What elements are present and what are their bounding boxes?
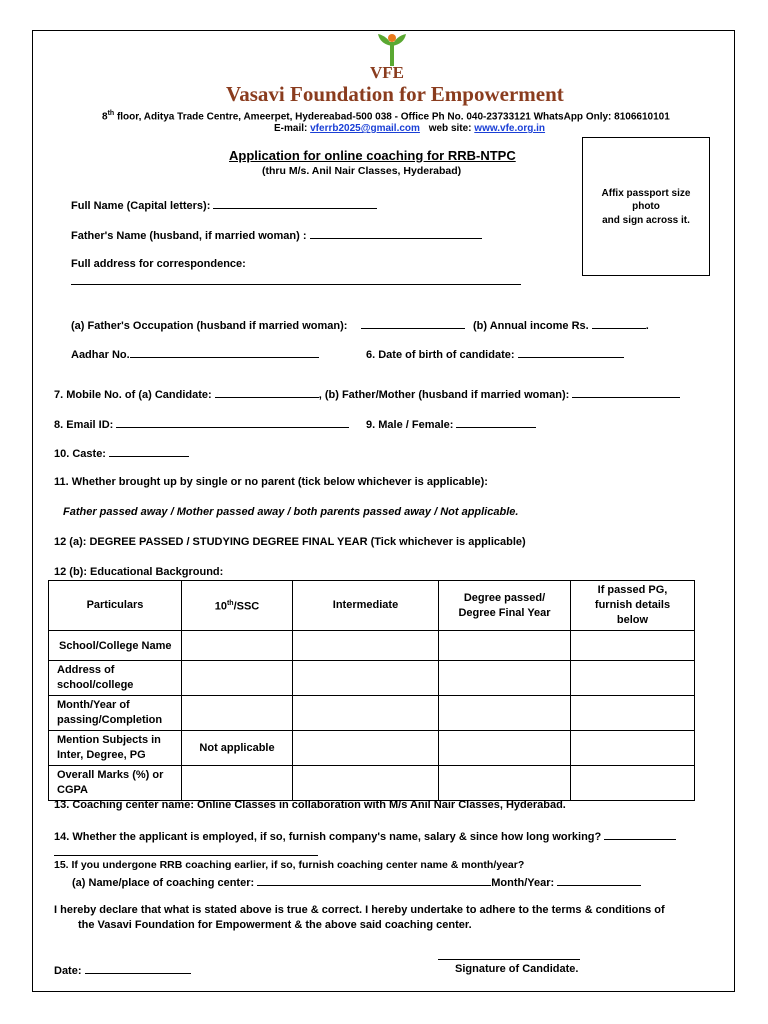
table-cell[interactable]	[439, 731, 571, 766]
header-ssc: 10th/SSC	[182, 581, 293, 631]
table-cell[interactable]	[571, 696, 695, 731]
question-15: 15. If you undergone RRB coaching earlier, if so, furnish coaching center name & month/year?	[54, 859, 525, 871]
logo-text: VFE	[370, 63, 404, 82]
header-intermediate: Intermediate	[293, 581, 439, 631]
table-cell[interactable]	[439, 766, 571, 801]
gender-field[interactable]: 9. Male / Female:	[366, 417, 536, 431]
row-label: Overall Marks (%) or CGPA	[49, 766, 182, 801]
table-cell[interactable]	[182, 696, 293, 731]
table-cell[interactable]	[293, 731, 439, 766]
table-cell[interactable]	[293, 661, 439, 696]
table-cell[interactable]	[182, 631, 293, 661]
not-applicable-cell: Not applicable	[182, 731, 293, 766]
header-degree: Degree passed/ Degree Final Year	[439, 581, 571, 631]
address-line-input[interactable]	[71, 284, 521, 285]
occupation-field[interactable]: (a) Father's Occupation (husband if married woman):	[71, 318, 465, 332]
form-subtitle: (thru M/s. Anil Nair Classes, Hyderabad)	[262, 165, 462, 177]
email-field[interactable]: 8. Email ID:	[54, 417, 349, 431]
photo-instruction-2: photo	[632, 201, 660, 212]
row-label: Mention Subjects in Inter, Degree, PG	[49, 731, 182, 766]
declaration-line-2: the Vasavi Foundation for Empowerment & the above said coaching center.	[78, 919, 472, 931]
table-cell[interactable]	[439, 631, 571, 661]
header-pg: If passed PG, furnish details below	[571, 581, 695, 631]
table-cell[interactable]	[293, 696, 439, 731]
question-11-options[interactable]: Father passed away / Mother passed away / both parents passed away / Not applicable.	[63, 506, 519, 518]
table-row	[49, 766, 695, 801]
vfe-logo-icon	[372, 32, 412, 66]
question-11: 11. Whether brought up by single or no parent (tick below whichever is applicable):	[54, 476, 488, 488]
row-label: School/College Name	[49, 631, 182, 661]
mobile-field[interactable]: 7. Mobile No. of (a) Candidate: , (b) Father/Mother (husband if married woman):	[54, 387, 680, 401]
table-cell[interactable]	[571, 766, 695, 801]
table-row	[49, 731, 695, 766]
question-12a[interactable]: 12 (a): DEGREE PASSED / STUDYING DEGREE FINAL YEAR (Tick whichever is applicable)	[54, 536, 526, 548]
table-cell[interactable]	[182, 766, 293, 801]
question-12b: 12 (b): Educational Background:	[54, 566, 224, 578]
table-row	[49, 696, 695, 731]
org-name: Vasavi Foundation for Empowerment	[226, 82, 564, 106]
annual-income-field[interactable]: (b) Annual income Rs. .	[473, 320, 649, 332]
dob-field[interactable]: 6. Date of birth of candidate:	[366, 347, 624, 361]
signature-label: Signature of Candidate.	[455, 963, 579, 975]
photo-instruction-1: Affix passport size	[601, 188, 691, 199]
question-15a[interactable]: (a) Name/place of coaching center: Month/Year:	[72, 875, 641, 889]
signature-line[interactable]	[438, 959, 580, 960]
form-title: Application for online coaching for RRB-NTPC	[229, 148, 516, 163]
photo-instruction-3: and sign across it.	[602, 215, 690, 226]
website-link[interactable]: www.vfe.org.in	[474, 123, 546, 134]
row-label: Month/Year of passing/Completion	[49, 696, 182, 731]
row-label: Address of school/college	[49, 661, 182, 696]
table-cell[interactable]	[182, 661, 293, 696]
email-link[interactable]: vferrb2025@gmail.com	[310, 123, 420, 134]
address-line: 8th floor, Aditya Trade Centre, Ameerpet, Hydereabad-500 038 - Office Ph No. 040-23733121 WhatsApp Only: 8106610101	[102, 110, 670, 123]
table-cell[interactable]	[439, 661, 571, 696]
fathers-name-field[interactable]: Father's Name (husband, if married woman) :	[71, 228, 482, 242]
question-13: 13. Coaching center name: Online Classes in collaboration with M/s Anil Nair Classes, Hyderabad.	[54, 799, 566, 811]
question-14-line[interactable]	[54, 855, 318, 856]
table-cell[interactable]	[571, 661, 695, 696]
education-table	[48, 580, 695, 801]
table-cell[interactable]	[571, 731, 695, 766]
table-cell[interactable]	[293, 766, 439, 801]
header-particulars: Particulars	[49, 581, 182, 631]
table-row	[49, 661, 695, 696]
full-name-field[interactable]: Full Name (Capital letters):	[71, 198, 377, 212]
caste-field[interactable]: 10. Caste:	[54, 446, 189, 460]
address-label: Full address for correspondence:	[71, 258, 246, 270]
contact-line: E-mail: vferrb2025@gmail.com web site: www.vfe.org.in	[274, 123, 546, 134]
date-field[interactable]: Date:	[54, 963, 191, 977]
declaration-line-1: I hereby declare that what is stated above is true & correct. I hereby undertake to adhere to the terms & conditions of	[54, 904, 665, 916]
photo-box	[582, 137, 710, 276]
table-row	[49, 631, 695, 661]
table-cell[interactable]	[571, 631, 695, 661]
question-14[interactable]: 14. Whether the applicant is employed, if so, furnish company's name, salary & since how long working?	[54, 829, 676, 843]
aadhar-field[interactable]: Aadhar No.	[71, 347, 319, 361]
table-cell[interactable]	[439, 696, 571, 731]
table-cell[interactable]	[293, 631, 439, 661]
